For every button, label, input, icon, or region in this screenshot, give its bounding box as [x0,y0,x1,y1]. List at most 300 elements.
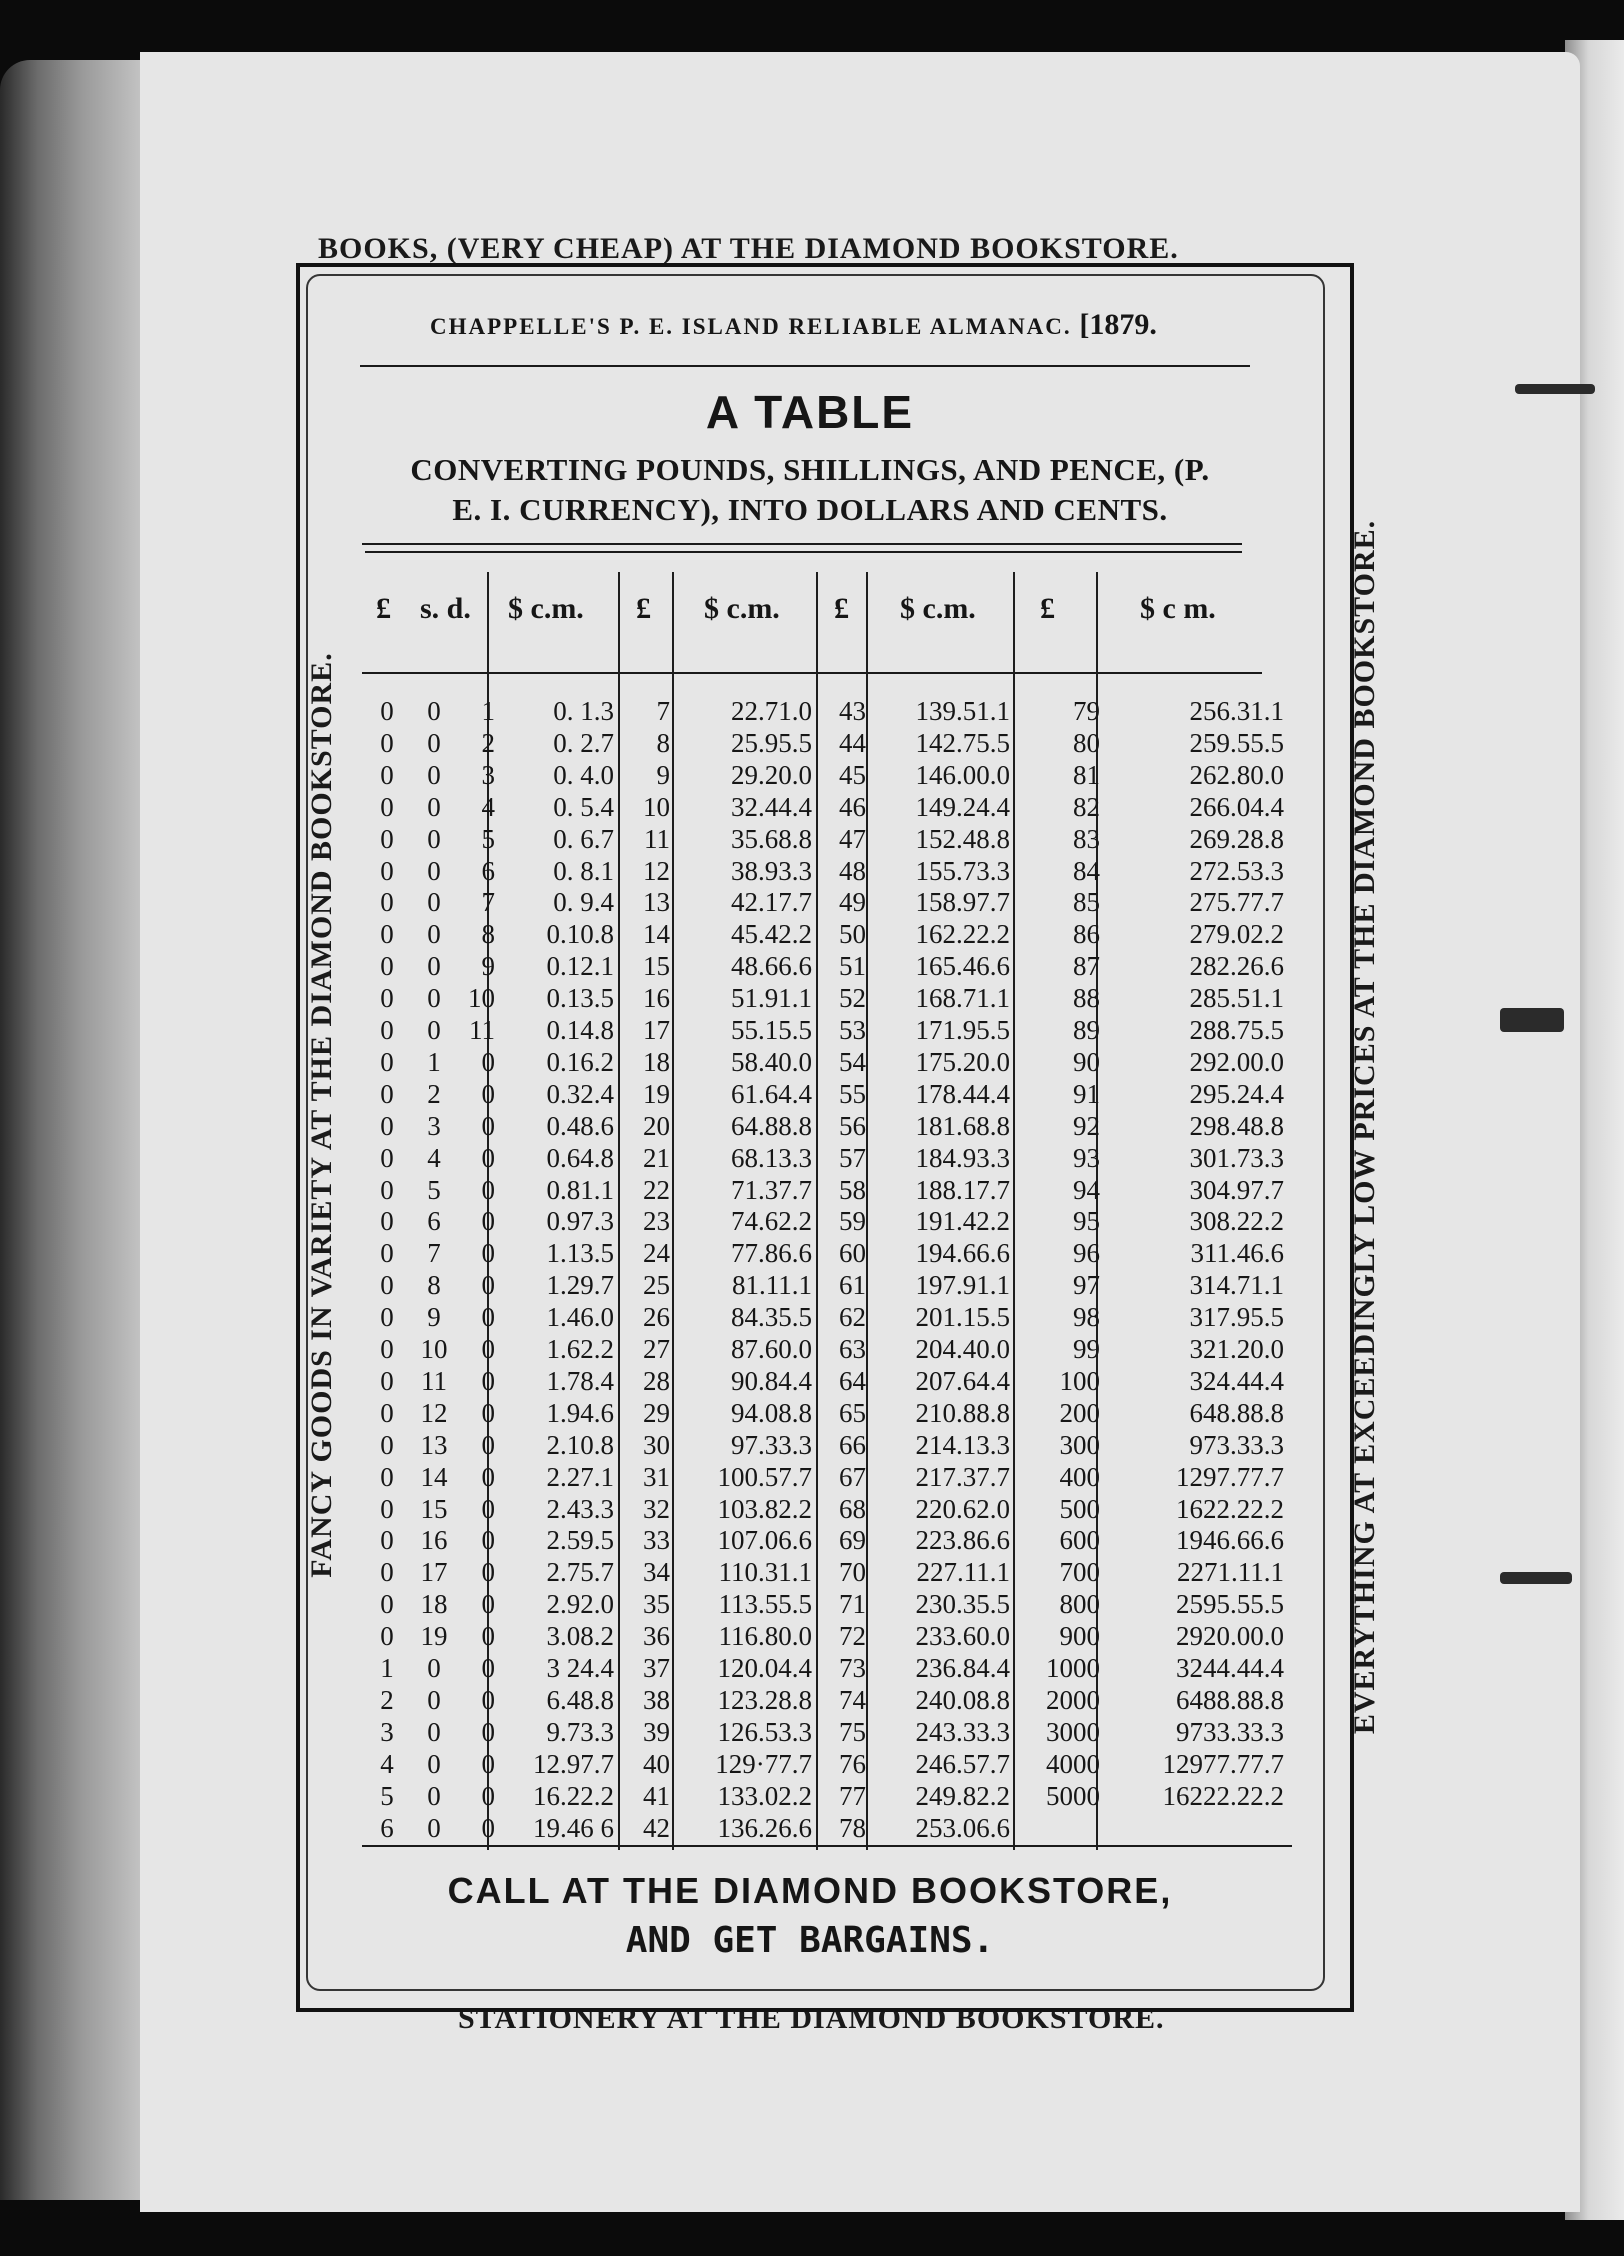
pounds-cell: 78 [839,1812,866,1843]
pounds-cell: 76 [839,1748,866,1779]
dollars-cell: 2.43.3 [546,1493,614,1524]
pence-cell: 5 [481,823,495,854]
pounds-cell: 100 [1059,1365,1100,1396]
pounds-cell: 0 [380,1429,394,1460]
dollars-cell: 9.73.3 [546,1716,614,1747]
dollars-cell: 188.17.7 [915,1174,1010,1205]
pounds-cell: 87 [1073,951,1100,982]
pence-cell: 0 [481,1621,495,1652]
page-subtitle [340,450,1280,530]
pence-cell: 11 [469,1015,495,1045]
pounds-cell: 300 [1059,1429,1100,1460]
pounds-cell: 31 [643,1461,670,1492]
shillings-cell: 0 [427,696,441,726]
dollars-cell: 178.44.4 [915,1078,1010,1109]
dollars-cell: 2271.11.1 [1177,1557,1284,1588]
header-pound: £ [376,592,391,625]
pounds-cell: 15 [643,951,670,982]
dollars-cell: 94.08.8 [731,1397,812,1428]
pounds-cell: 29 [643,1397,670,1428]
shillings-cell: 14 [420,1461,448,1492]
shillings-cell: 0 [427,823,441,854]
pounds-cell: 50 [839,919,866,950]
pounds-cell: 0 [380,1493,394,1524]
column-divider-4 [816,572,818,1850]
header-bottom-rule [362,672,1262,674]
pence-cell: 0 [481,1238,495,1269]
pounds-cell: 57 [839,1142,866,1173]
dollars-cell: 308.22.2 [1189,1206,1284,1237]
pounds-cell: 200 [1059,1397,1100,1428]
dollars-cell: 107.06.6 [717,1525,812,1556]
dollars-cell: 48.66.6 [731,951,812,982]
dollars-cell: 90.84.4 [731,1365,812,1396]
dollars-cell: 1.78.4 [546,1365,614,1396]
pounds-cell: 89 [1073,1015,1100,1045]
dollars-cell: 1.13.5 [546,1238,614,1269]
dollars-cell: 233.60.0 [915,1621,1010,1652]
dollars-cell: 64.88.8 [731,1110,812,1141]
pounds-cell: 79 [1073,696,1100,726]
pounds-cell: 600 [1059,1525,1100,1556]
pounds-cell: 0 [380,1078,394,1109]
pence-cell: 0 [481,1206,495,1237]
shillings-cell: 19 [420,1621,448,1652]
dollars-cell: 19.46 6 [533,1812,614,1843]
binding-staple-middle [1500,1008,1564,1032]
pence-cell: 0 [481,1716,495,1747]
table-top-rule-1 [362,543,1242,545]
pounds-cell: 21 [643,1142,670,1173]
pence-cell: 0 [481,1589,495,1620]
pounds-cell: 0 [380,887,394,918]
pounds-cell: 0 [380,727,394,758]
dollars-cell: 292.00.0 [1189,1046,1284,1077]
dollars-cell: 2.75.7 [546,1557,614,1588]
pounds-cell: 7 [656,696,670,726]
dollars-cell: 321.20.0 [1189,1334,1284,1364]
dollars-cell: 146.00.0 [915,759,1010,790]
dollars-cell: 29.20.0 [731,759,812,790]
pence-cell: 6 [481,855,495,886]
pounds-cell: 500 [1059,1493,1100,1524]
dollars-cell: 240.08.8 [915,1684,1010,1715]
shillings-cell: 0 [427,791,441,822]
shillings-cell: 0 [427,727,441,758]
page-title: A TABLE [705,386,915,438]
dollars-cell: 162.22.2 [915,919,1010,950]
pounds-cell: 99 [1073,1334,1100,1364]
pounds-cell: 0 [380,696,394,726]
dollars-cell: 0. 9.4 [553,887,614,918]
pounds-cell: 42 [643,1812,670,1843]
shillings-cell: 15 [420,1493,448,1524]
pounds-cell: 36 [643,1621,670,1652]
pounds-cell: 18 [643,1046,670,1077]
header-dollars-4: $ c m. [1140,592,1216,625]
dollars-cell: 3.08.2 [546,1621,614,1652]
shillings-cell: 0 [427,1748,441,1779]
dollars-cell: 2.92.0 [546,1589,614,1620]
dollars-cell: 87.60.0 [731,1334,812,1364]
dollars-cell: 275.77.7 [1189,887,1284,918]
dollars-cell: 55.15.5 [731,1015,812,1045]
table-top-rule-2 [365,551,1242,553]
dollars-cell: 84.35.5 [731,1302,812,1333]
footer-line-2: AND GET BARGAINS. [625,1920,995,1961]
dollars-cell: 317.95.5 [1189,1302,1284,1333]
pounds-cell: 91 [1073,1078,1100,1109]
dollars-cell: 2595.55.5 [1176,1589,1284,1620]
header-pound-3: £ [834,592,849,625]
pence-cell: 0 [481,1812,495,1843]
shillings-cell: 10 [420,1334,448,1364]
pounds-cell: 0 [380,1302,394,1333]
pounds-cell: 69 [839,1525,866,1556]
dollars-cell: 272.53.3 [1189,855,1284,886]
bottom-margin-advert: STATIONERY AT THE DIAMOND BOOKSTORE. [458,2002,1165,2035]
dollars-cell: 9733.33.3 [1176,1716,1284,1747]
pounds-cell: 16 [643,983,670,1014]
pounds-cell: 44 [839,727,866,758]
shillings-cell: 4 [427,1142,441,1173]
dollars-cell: 0. 4.0 [553,759,614,790]
pounds-cell: 43 [839,696,866,726]
pounds-cell: 64 [839,1365,866,1396]
pence-cell: 0 [481,1461,495,1492]
pence-cell: 0 [481,1397,495,1428]
pounds-cell: 48 [839,855,866,886]
running-head-year: [1879. [1079,308,1157,341]
dollars-cell: 2920.00.0 [1176,1621,1284,1652]
dollars-cell: 1.29.7 [546,1270,614,1301]
pounds-cell: 9 [656,759,670,790]
pounds-cell: 75 [839,1716,866,1747]
dollars-cell: 97.33.3 [731,1429,812,1460]
pounds-cell: 0 [380,1110,394,1141]
pounds-cell: 33 [643,1525,670,1556]
pounds-cell: 67 [839,1461,866,1492]
pounds-cell: 66 [839,1429,866,1460]
dollars-cell: 0. 2.7 [553,727,614,758]
pounds-cell: 40 [643,1748,670,1779]
dollars-cell: 220.62.0 [915,1493,1010,1524]
pounds-cell: 49 [839,887,866,918]
dollars-cell: 58.40.0 [731,1046,812,1077]
footer-line-1: CALL AT THE DIAMOND BOOKSTORE, [447,1870,1173,1911]
subtitle-line-2: E. I. CURRENCY), INTO DOLLARS AND CENTS. [452,492,1168,527]
dollars-cell: 139.51.1 [915,696,1010,726]
pounds-cell: 45 [839,759,866,790]
pounds-cell: 58 [839,1174,866,1205]
pounds-cell: 97 [1073,1270,1100,1301]
pounds-cell: 0 [380,1621,394,1652]
pounds-cell: 4 [380,1748,394,1779]
dollars-cell: 100.57.7 [717,1461,812,1492]
dollars-cell: 210.88.8 [915,1397,1010,1428]
dollars-cell: 25.95.5 [731,727,812,758]
pounds-cell: 0 [380,1365,394,1396]
shillings-cell: 8 [427,1270,441,1301]
dollars-cell: 314.71.1 [1189,1270,1284,1301]
pounds-cell: 13 [643,887,670,918]
pounds-cell: 88 [1073,983,1100,1014]
pounds-cell: 83 [1073,823,1100,854]
shillings-cell: 16 [420,1525,448,1556]
pounds-cell: 56 [839,1110,866,1141]
dollars-cell: 152.48.8 [915,823,1010,854]
pounds-cell: 0 [380,1589,394,1620]
pounds-cell: 17 [643,1015,670,1045]
running-head-title: CHAPPELLE'S P. E. ISLAND RELIABLE ALMANAC. [430,314,1072,339]
pounds-cell: 38 [643,1684,670,1715]
pounds-cell: 54 [839,1046,866,1077]
dollars-cell: 269.28.8 [1189,823,1284,854]
pounds-cell: 94 [1073,1174,1100,1205]
dollars-cell: 223.86.6 [915,1525,1010,1556]
pounds-cell: 95 [1073,1206,1100,1237]
pounds-cell: 72 [839,1621,866,1652]
shillings-cell: 0 [427,919,441,950]
dollars-cell: 0.64.8 [546,1142,614,1173]
header-pound-4: £ [1040,592,1055,625]
dollars-cell: 116.80.0 [718,1621,812,1652]
pounds-cell: 80 [1073,727,1100,758]
dollars-cell: 149.24.4 [915,791,1010,822]
pounds-cell: 2000 [1046,1684,1100,1715]
dollars-cell: 201.15.5 [915,1302,1010,1333]
pounds-cell: 0 [380,823,394,854]
shillings-cell: 2 [427,1078,441,1109]
pounds-cell: 0 [380,1046,394,1077]
pounds-cell: 84 [1073,855,1100,886]
shillings-cell: 0 [427,887,441,918]
pounds-cell: 900 [1059,1621,1100,1652]
dollars-cell: 285.51.1 [1189,983,1284,1014]
pence-cell: 0 [481,1302,495,1333]
pounds-cell: 22 [643,1174,670,1205]
pounds-cell: 6 [380,1812,394,1843]
pounds-cell: 65 [839,1397,866,1428]
pounds-cell: 3 [380,1716,394,1747]
pence-cell: 2 [481,727,495,758]
dollars-cell: 155.73.3 [915,855,1010,886]
shillings-cell: 18 [420,1589,448,1620]
dollars-cell: 6.48.8 [546,1684,614,1715]
dollars-cell: 16.22.2 [533,1780,614,1811]
pounds-cell: 4000 [1046,1748,1100,1779]
dollars-cell: 12.97.7 [533,1748,614,1779]
pounds-cell: 51 [839,951,866,982]
dollars-cell: 51.91.1 [731,983,812,1014]
pence-cell: 3 [481,759,495,790]
pounds-cell: 23 [643,1206,670,1237]
pounds-cell: 39 [643,1716,670,1747]
dollars-cell: 259.55.5 [1189,727,1284,758]
dollars-cell: 1.46.0 [546,1302,614,1333]
shillings-cell: 0 [427,1653,441,1683]
top-margin-advert: BOOKS, (VERY CHEAP) AT THE DIAMOND BOOKSTORE. [318,232,1179,265]
dollars-cell: 120.04.4 [717,1653,812,1683]
pounds-cell: 10 [643,791,670,822]
pounds-cell: 98 [1073,1302,1100,1333]
pence-cell: 0 [481,1493,495,1524]
pounds-cell: 0 [380,1270,394,1301]
shillings-cell: 0 [427,1716,441,1747]
running-head [430,308,1157,342]
dollars-cell: 61.64.4 [731,1078,812,1109]
dollars-cell: 32.44.4 [731,791,812,822]
binding-staple-top [1515,384,1595,394]
pence-cell: 0 [481,1365,495,1396]
pounds-cell: 93 [1073,1142,1100,1173]
dollars-cell: 191.42.2 [915,1206,1010,1237]
dollars-cell: 266.04.4 [1189,791,1284,822]
shillings-cell: 13 [420,1429,448,1460]
pence-cell: 10 [468,983,495,1014]
dollars-cell: 0.12.1 [546,951,614,982]
dollars-cell: 0. 8.1 [553,855,614,886]
dollars-cell: 136.26.6 [717,1812,812,1843]
pounds-cell: 34 [643,1557,670,1588]
pence-cell: 1 [481,696,495,726]
dollars-cell: 0. 6.7 [553,823,614,854]
shillings-cell: 0 [427,1684,441,1715]
dollars-cell: 243.33.3 [915,1716,1010,1747]
dollars-cell: 194.66.6 [915,1238,1010,1269]
dollars-cell: 282.26.6 [1189,951,1284,982]
shillings-cell: 0 [427,1780,441,1811]
binding-staple-bottom [1500,1572,1572,1584]
dollars-cell: 171.95.5 [915,1015,1010,1045]
column-divider-3 [672,572,674,1850]
header-dollars-2: $ c.m. [704,592,780,625]
pounds-cell: 73 [839,1653,866,1683]
shillings-cell: 0 [427,1015,441,1045]
dollars-cell: 1.62.2 [546,1334,614,1364]
dollars-cell: 301.73.3 [1189,1142,1284,1173]
pounds-cell: 70 [839,1557,866,1588]
dollars-cell: 71.37.7 [731,1174,812,1205]
pounds-cell: 800 [1059,1589,1100,1620]
pounds-cell: 41 [643,1780,670,1811]
pounds-cell: 0 [380,1206,394,1237]
pounds-cell: 8 [656,727,670,758]
pence-cell: 0 [481,1110,495,1141]
pence-cell: 0 [481,1078,495,1109]
dollars-cell: 0.13.5 [546,983,614,1014]
dollars-cell: 256.31.1 [1189,696,1284,726]
pounds-cell: 47 [839,823,866,854]
column-divider-2 [618,572,620,1850]
pounds-cell: 85 [1073,887,1100,918]
pounds-cell: 71 [839,1589,866,1620]
dollars-cell: 230.35.5 [915,1589,1010,1620]
dollars-cell: 22.71.0 [731,696,812,726]
dollars-cell: 126.53.3 [717,1716,812,1747]
shillings-cell: 7 [427,1238,441,1269]
dollars-cell: 77.86.6 [731,1238,812,1269]
dollars-cell: 0.10.8 [546,919,614,950]
book-page-edges-left [0,60,150,2200]
pounds-cell: 61 [839,1270,866,1301]
pounds-cell: 0 [380,983,394,1014]
shillings-cell: 0 [427,1812,441,1843]
dollars-cell: 2.59.5 [546,1525,614,1556]
pounds-cell: 3000 [1046,1716,1100,1747]
dollars-cell: 1622.22.2 [1176,1493,1284,1524]
pounds-cell: 90 [1073,1046,1100,1077]
pence-cell: 8 [481,919,495,950]
dollars-cell: 0.16.2 [546,1046,614,1077]
dollars-cell: 0.14.8 [546,1015,614,1045]
dollars-cell: 142.75.5 [915,727,1010,758]
pounds-cell: 28 [643,1365,670,1396]
dollars-cell: 165.46.6 [915,951,1010,982]
pence-cell: 9 [481,951,495,982]
dollars-cell: 113.55.5 [718,1589,812,1620]
pounds-cell: 0 [380,1174,394,1205]
shillings-cell: 6 [427,1206,441,1237]
dollars-cell: 42.17.7 [731,887,812,918]
pence-cell: 0 [481,1142,495,1173]
dollars-cell: 175.20.0 [915,1046,1010,1077]
dollars-cell: 168.71.1 [915,983,1010,1014]
pounds-cell: 74 [839,1684,866,1715]
dollars-cell: 0. 5.4 [553,791,614,822]
dollars-cell: 1297.77.7 [1176,1461,1284,1492]
dollars-cell: 3244.44.4 [1176,1653,1284,1683]
pounds-cell: 52 [839,983,866,1014]
pounds-cell: 0 [380,1334,394,1364]
dollars-cell: 81.11.1 [732,1270,812,1301]
pounds-cell: 700 [1059,1557,1100,1588]
dollars-cell: 214.13.3 [915,1429,1010,1460]
header-dollars-1: $ c.m. [508,592,584,625]
dollars-cell: 0.97.3 [546,1206,614,1237]
pounds-cell: 0 [380,855,394,886]
header-dollars-3: $ c.m. [900,592,976,625]
pence-cell: 0 [481,1429,495,1460]
dollars-cell: 298.48.8 [1189,1110,1284,1141]
dollars-cell: 45.42.2 [731,919,812,950]
dollars-cell: 253.06.6 [915,1812,1010,1843]
pounds-cell: 82 [1073,791,1100,822]
pounds-cell: 81 [1073,759,1100,790]
dollars-cell: 304.97.7 [1189,1174,1284,1205]
pounds-cell: 53 [839,1015,866,1045]
pounds-cell: 86 [1073,919,1100,950]
pence-cell: 0 [481,1748,495,1779]
dollars-cell: 0.32.4 [546,1078,614,1109]
pounds-cell: 59 [839,1206,866,1237]
pounds-cell: 0 [380,951,394,982]
shillings-cell: 12 [420,1397,448,1428]
pounds-cell: 2 [380,1684,394,1715]
pounds-cell: 26 [643,1302,670,1333]
shillings-cell: 3 [427,1110,441,1141]
dollars-cell: 295.24.4 [1189,1078,1284,1109]
head-rule [360,365,1250,367]
pounds-cell: 0 [380,1557,394,1588]
pounds-cell: 30 [643,1429,670,1460]
dollars-cell: 197.91.1 [915,1270,1010,1301]
pounds-cell: 0 [380,1525,394,1556]
dollars-cell: 68.13.3 [731,1142,812,1173]
subtitle-line-1: CONVERTING POUNDS, SHILLINGS, AND PENCE, (P. [410,452,1210,487]
pounds-cell: 37 [643,1653,670,1683]
pounds-cell: 32 [643,1493,670,1524]
